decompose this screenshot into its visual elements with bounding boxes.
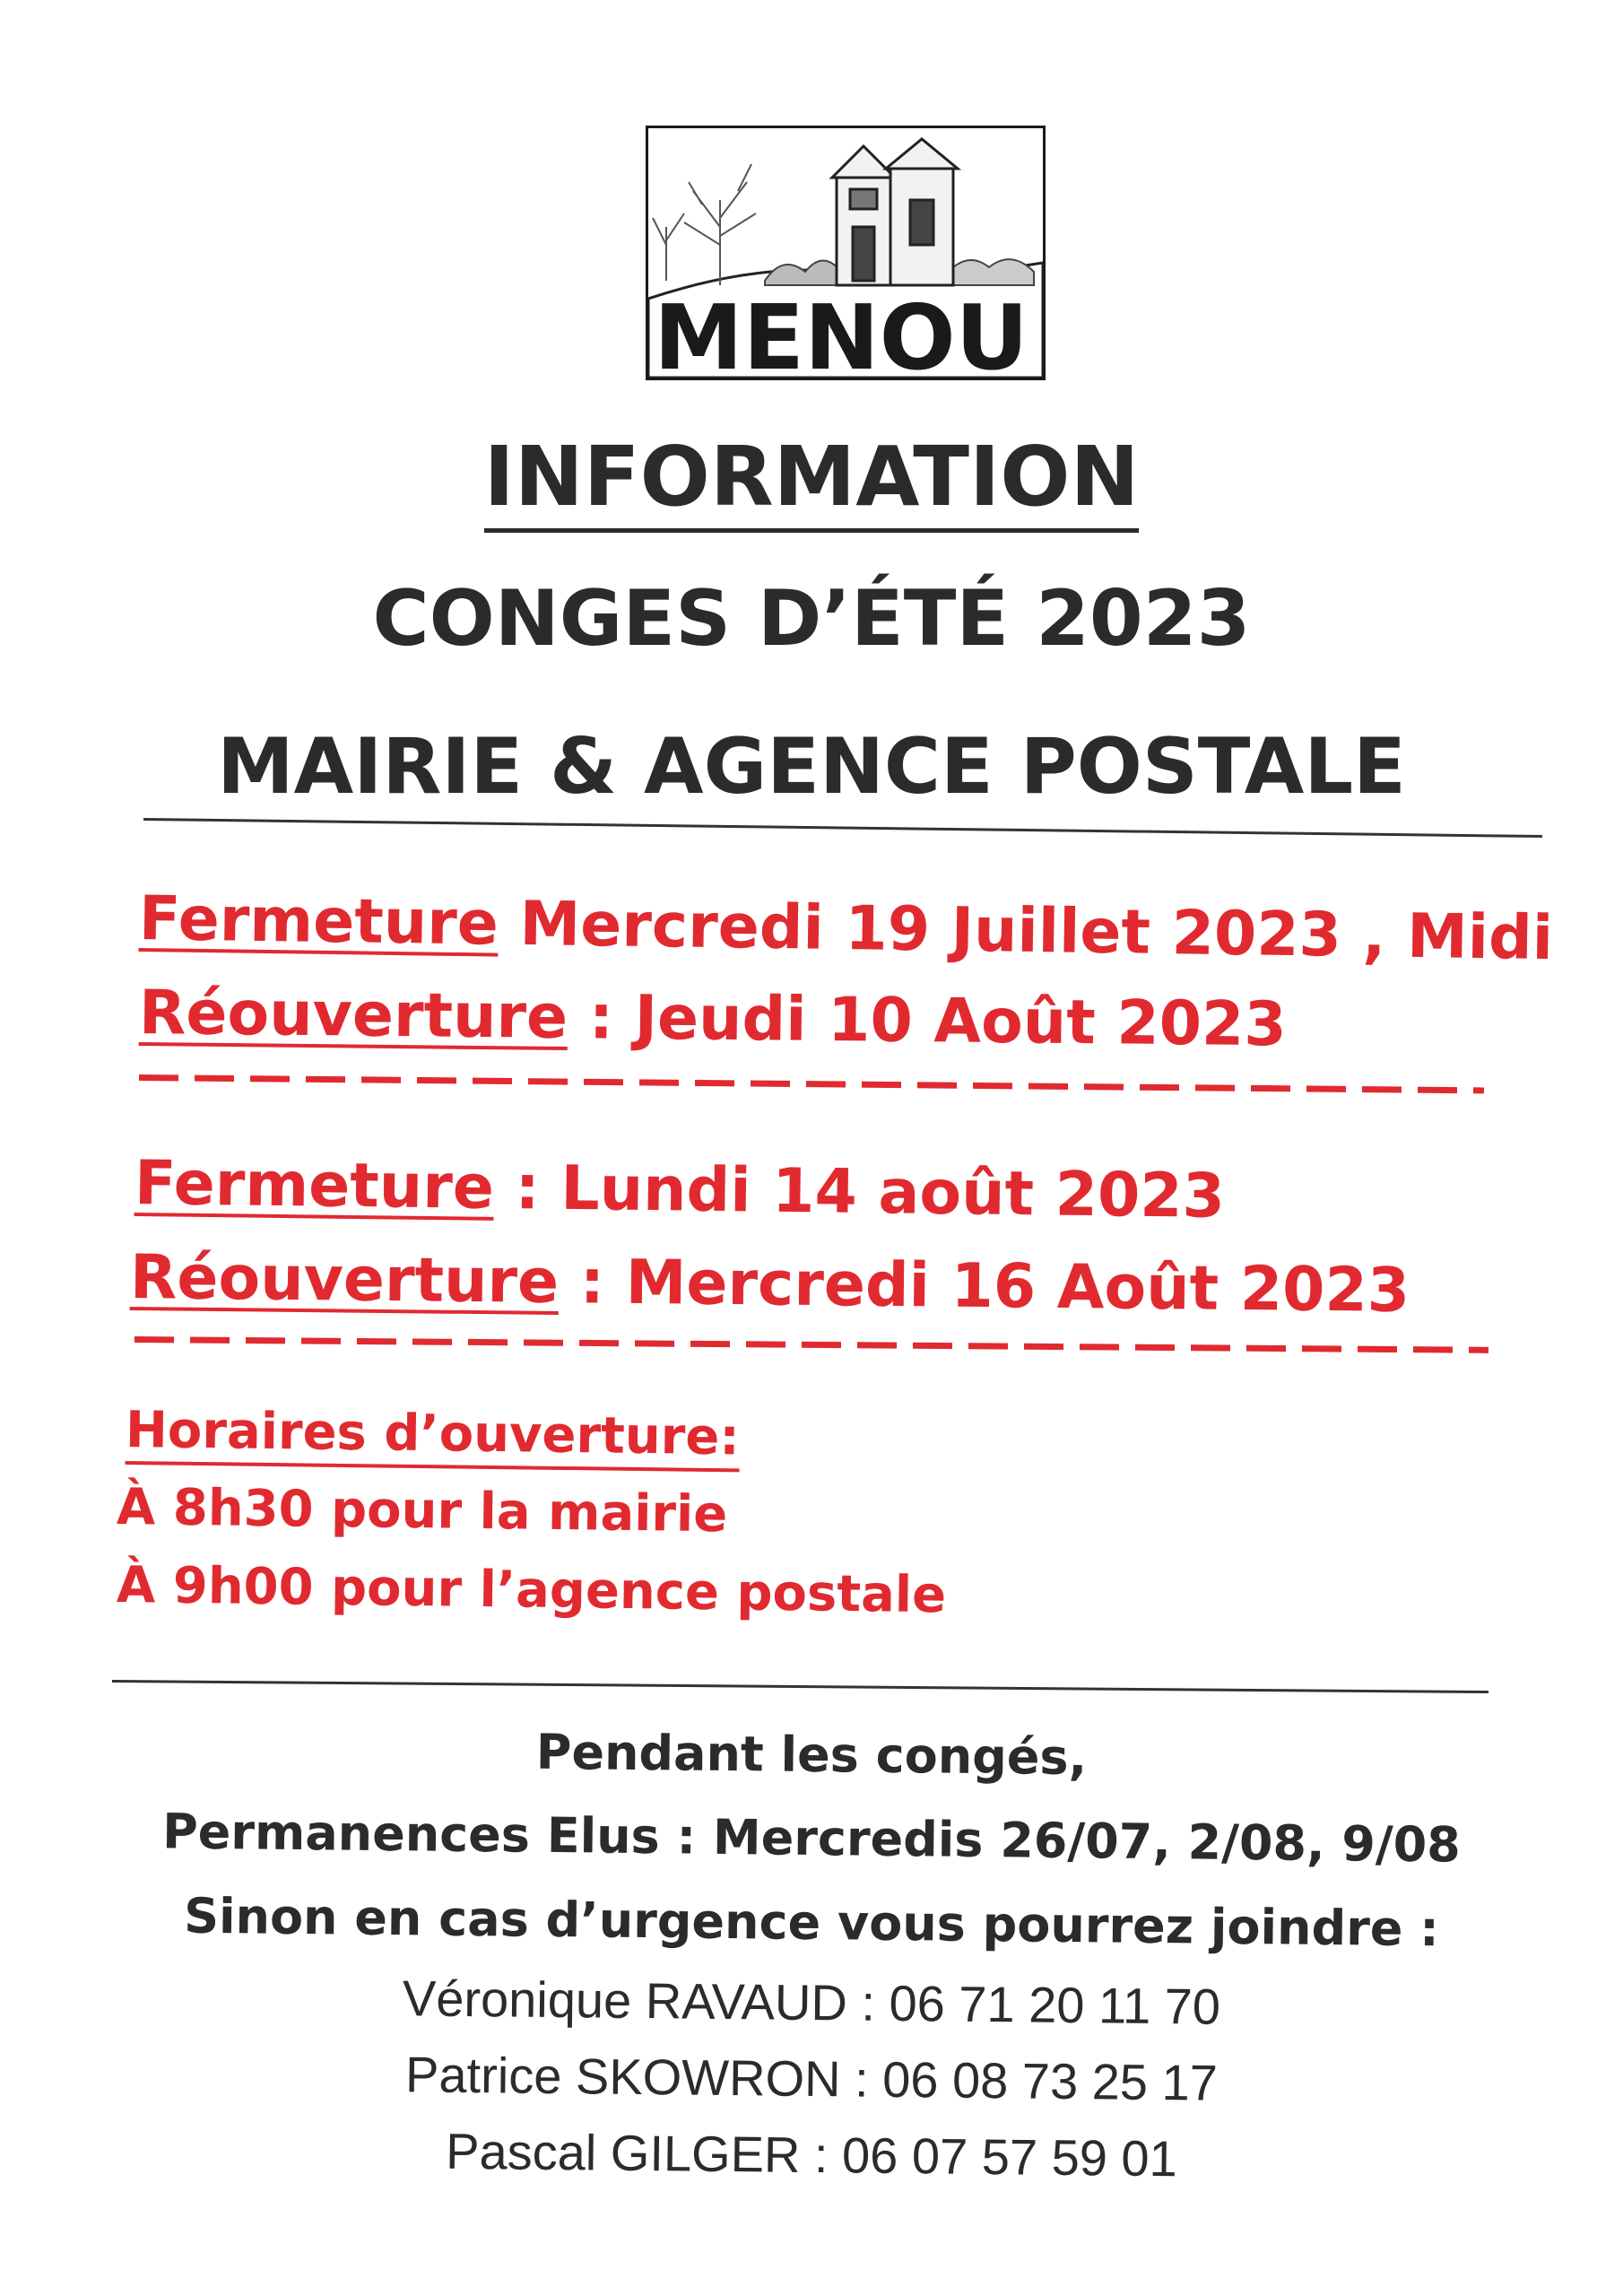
menou-logo [646,126,1046,380]
dashed-divider [135,1336,1488,1353]
contact-item: Pascal GILGER : 06 07 57 59 01 [445,2122,1178,2187]
hours-title: Horaires d’ouverture: [126,1401,741,1466]
page-subtitle: CONGES D’ÉTÉ 2023 [372,574,1251,664]
contact-item: Véronique RAVAUD : 06 71 20 11 70 [402,1970,1221,2035]
closure-line: Fermeture : Lundi 14 août 2023 [134,1148,1226,1232]
reopening-line: Réouverture : Jeudi 10 Août 2023 [138,978,1288,1061]
permanences-line: Permanences Elus : Mercredis 26/07, 2/08, 9/08 [161,1803,1462,1874]
hours-mairie: À 8h30 pour la mairie [116,1478,728,1544]
services-heading: MAIRIE & AGENCE POSTALE [217,722,1406,812]
divider [112,1680,1488,1693]
contact-item: Patrice SKOWRON : 06 08 73 25 17 [404,2046,1219,2111]
emergency-line: Sinon en cas d’urgence vous pourrez joindre : [183,1887,1440,1958]
page-title: INFORMATION [0,429,1623,525]
closure-line: Fermeture Mercredi 19 Juillet 2023 , Midi [138,883,1554,975]
info-line: Pendant les congés, [535,1723,1088,1787]
hours-agence: À 9h00 pour l’agence postale [116,1556,947,1625]
logo-text: MENOU [654,285,1028,378]
divider [143,818,1542,838]
reopening-line: Réouverture : Mercredi 16 Août 2023 [129,1242,1410,1326]
village-church-illustration [648,128,1043,378]
dashed-divider [139,1074,1484,1093]
